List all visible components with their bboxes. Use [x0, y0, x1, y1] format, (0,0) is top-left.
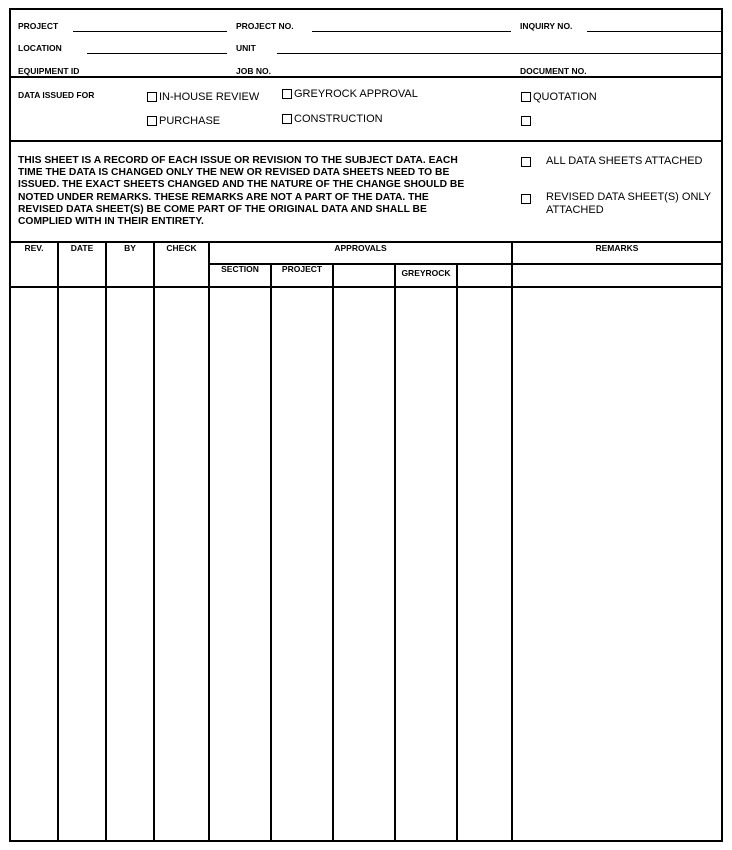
checkbox-revised-only[interactable]: [521, 194, 531, 204]
document-no-label: DOCUMENT NO.: [520, 66, 587, 76]
col-project: PROJECT: [281, 264, 323, 274]
data-issued-label: DATA ISSUED FOR: [18, 90, 95, 100]
location-field[interactable]: [87, 53, 227, 54]
notice-text: THIS SHEET IS A RECORD OF EACH ISSUE OR REVISION TO THE SUBJECT DATA. EACH TIME THE DATA IS CHANGED ONLY THE NEW OR REVISED DATA SHEETS NEED TO BE ISSUED. THE EXACT SHEETS CHANGED AND THE NATURE OF THE CHANGE SHOULD BE NOTED UNDER REMARKS. THESE REMARKS ARE NOT A PART OF THE DATA. THE REVISED DATA SHEET(S) BE COME PART OF THE ORIGINAL DATA AND SHALL BE COMPLIED WITH IN THEIR ENTIRETY.: [18, 155, 465, 228]
revision-entry-area[interactable]: [11, 288, 721, 840]
unit-field[interactable]: [277, 53, 721, 54]
location-label: LOCATION: [18, 43, 62, 53]
col-check: CHECK: [166, 243, 197, 253]
col-date: DATE: [70, 243, 94, 253]
checkbox-all-sheets[interactable]: [521, 157, 531, 167]
project-label: PROJECT: [18, 21, 59, 31]
revised-only-label: REVISED DATA SHEET(S) ONLY ATTACHED: [546, 191, 712, 216]
col-approvals: APPROVALS: [334, 243, 387, 253]
checkbox[interactable]: [147, 92, 157, 102]
col-rev: REV.: [24, 243, 44, 253]
project-no-label: PROJECT NO.: [236, 21, 294, 31]
option-quotation[interactable]: QUOTATION: [521, 91, 597, 103]
inquiry-no-field[interactable]: [587, 31, 721, 32]
inquiry-no-label: INQUIRY NO.: [520, 21, 573, 31]
all-sheets-attached-label: ALL DATA SHEETS ATTACHED: [546, 155, 703, 167]
project-no-field[interactable]: [312, 31, 511, 32]
divider: [11, 140, 721, 142]
revision-record-sheet: [9, 8, 723, 842]
col-section: SECTION: [221, 264, 259, 274]
equipment-id-label: EQUIPMENT ID: [18, 66, 80, 76]
divider: [11, 76, 721, 78]
option-construction[interactable]: CONSTRUCTION: [282, 113, 383, 125]
checkbox[interactable]: [521, 92, 531, 102]
col-greyrock: GREYROCK: [401, 268, 451, 278]
checkbox[interactable]: [282, 89, 292, 99]
option-in-house-review[interactable]: IN-HOUSE REVIEW: [147, 91, 259, 103]
unit-label: UNIT: [236, 43, 256, 53]
col-by: BY: [124, 243, 136, 253]
option-blank[interactable]: [521, 116, 533, 126]
checkbox[interactable]: [147, 116, 157, 126]
job-no-label: JOB NO.: [236, 66, 271, 76]
col-remarks: REMARKS: [595, 243, 639, 253]
checkbox[interactable]: [282, 114, 292, 124]
project-field[interactable]: [73, 31, 227, 32]
checkbox[interactable]: [521, 116, 531, 126]
option-purchase[interactable]: PURCHASE: [147, 115, 220, 127]
option-greyrock-approval[interactable]: GREYROCK APPROVAL: [282, 88, 418, 100]
